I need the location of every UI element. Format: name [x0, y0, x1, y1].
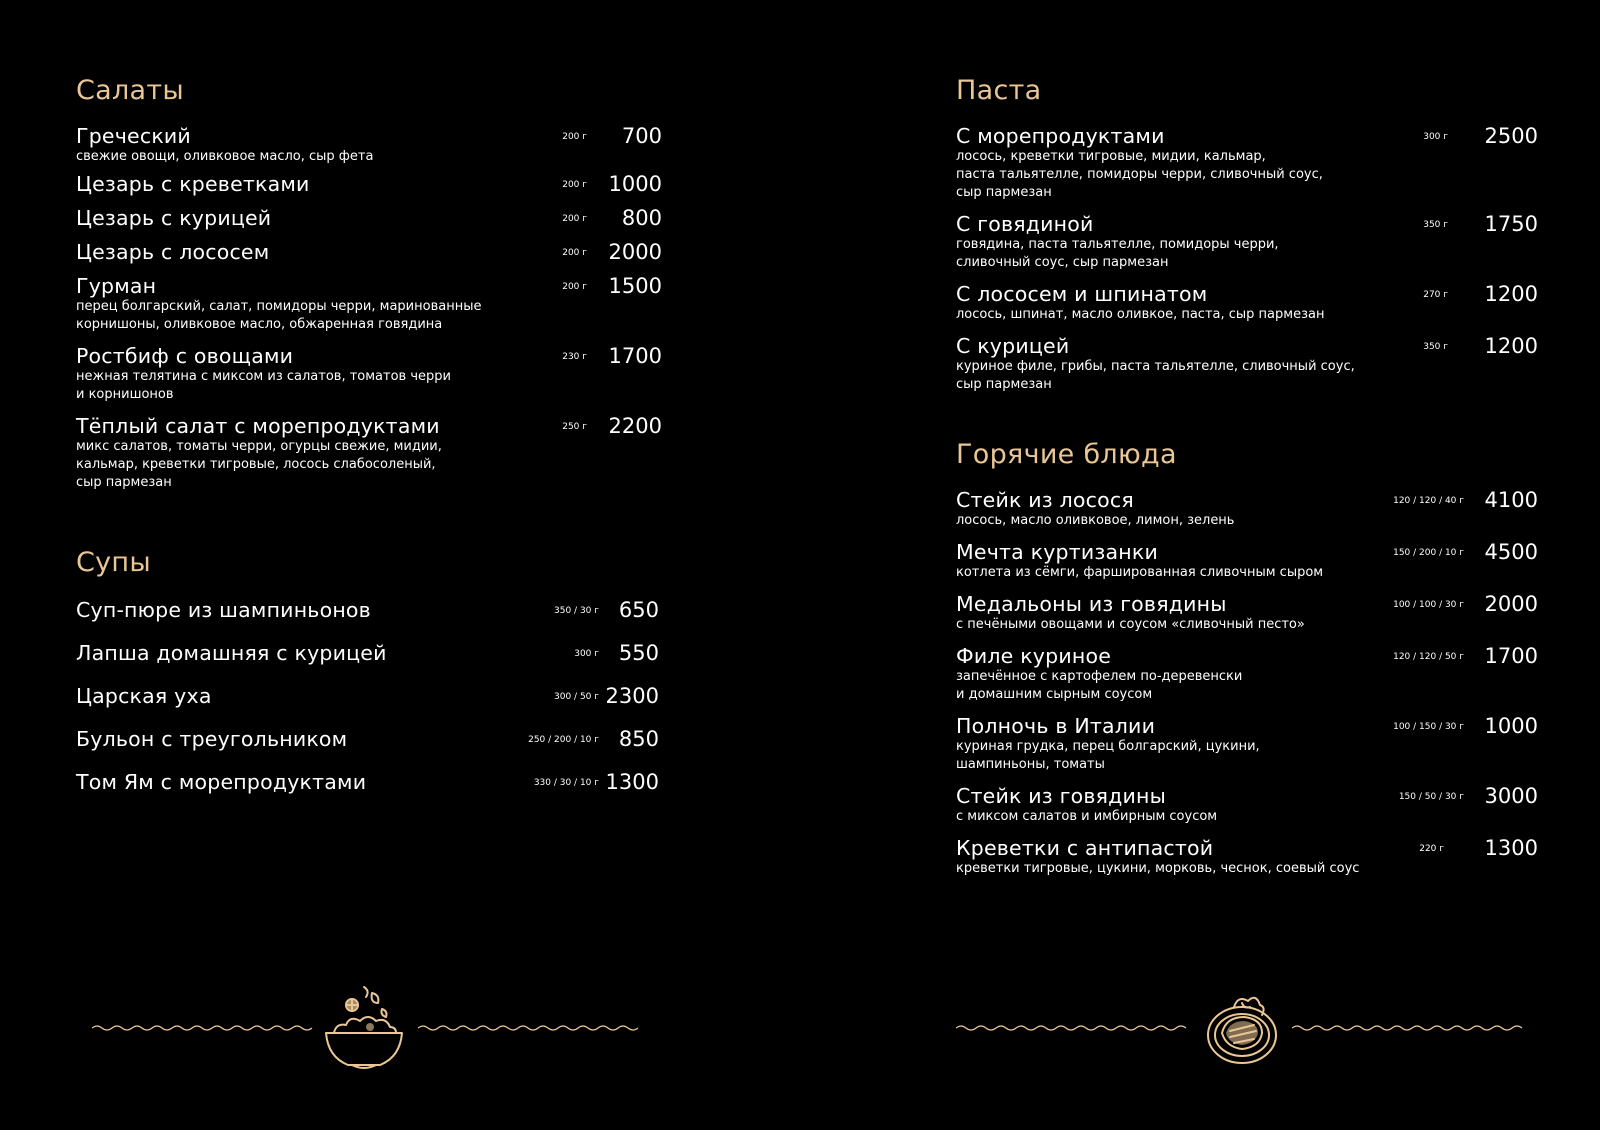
item-price: 1200: [1484, 282, 1538, 306]
wave-divider-icon: [418, 1023, 644, 1033]
item-description: лосось, шпинат, масло оливкое, паста, сыр пармезан: [956, 307, 1325, 322]
menu-item: [956, 212, 1538, 272]
menu-item: [76, 727, 662, 770]
menu-item: [76, 684, 662, 727]
item-name: Медальоны из говядины: [956, 592, 1227, 616]
item-weight: 300 / 50 г: [554, 692, 599, 702]
item-name: Мечта куртизанки: [956, 540, 1158, 564]
menu-item: [956, 124, 1538, 202]
item-price: 1700: [608, 344, 662, 368]
item-weight: 330 / 30 / 10 г: [533, 778, 599, 788]
section-hot-dishes: [956, 440, 1538, 878]
section-title-pasta: Паста: [956, 75, 1042, 106]
item-description: микс салатов, томаты черри, огурцы свежие, мидии, кальмар, креветки тигровые, лосось слабосоленый, сыр пармезан: [76, 439, 442, 490]
item-description: с печёными овощами и соусом «сливочный песто»: [956, 617, 1305, 632]
item-description: креветки тигровые, цукини, морковь, чеснок, соевый соус: [956, 861, 1360, 876]
section-title-salads: Салаты: [76, 75, 185, 106]
section-soups: [76, 548, 662, 813]
item-price: 1000: [1484, 714, 1538, 738]
item-name: Стейк из говядины: [956, 784, 1167, 808]
item-name: Цезарь с креветками: [76, 172, 310, 196]
item-price: 2200: [608, 414, 662, 438]
item-price: 1750: [1484, 212, 1538, 236]
item-description: говядина, паста тальятелле, помидоры черри, сливочный соус, сыр пармезан: [956, 237, 1279, 270]
item-description: свежие овощи, оливковое масло, сыр фета: [76, 149, 374, 164]
item-weight: 120 / 120 / 40 г: [1393, 496, 1464, 506]
item-weight: 200 г: [562, 214, 587, 224]
salad-bowl-icon: [322, 985, 406, 1075]
menu-item: [956, 334, 1538, 394]
footer-ornament-right: [800, 985, 1600, 1075]
item-weight: 200 г: [562, 180, 587, 190]
item-weight: 150 / 50 / 30 г: [1398, 792, 1464, 802]
item-description: лосось, масло оливковое, лимон, зелень: [956, 513, 1235, 528]
menu-item: [956, 714, 1538, 774]
item-name: С морепродуктами: [956, 124, 1165, 148]
menu-item: [76, 598, 662, 641]
menu-item: [956, 540, 1538, 582]
item-weight: 200 г: [562, 132, 587, 142]
item-description: запечённое с картофелем по-деревенски и домашним сырным соусом: [956, 669, 1243, 702]
item-name: Том Ям с морепродуктами: [76, 770, 367, 794]
menu-item: [956, 282, 1538, 324]
item-description: лосось, креветки тигровые, мидии, кальмар, паста тальятелле, помидоры черри, сливочный соус, сыр пармезан: [956, 149, 1323, 200]
item-price: 3000: [1484, 784, 1538, 808]
item-price: 2000: [1484, 592, 1538, 616]
item-name: Греческий: [76, 124, 191, 148]
item-price: 550: [618, 641, 659, 665]
item-name: Стейк из лосося: [956, 488, 1134, 512]
wave-divider-icon: [956, 1023, 1188, 1033]
item-weight: 100 / 150 / 30 г: [1393, 722, 1464, 732]
footer-ornament-left: [0, 985, 800, 1075]
section-title-hot-dishes: Горячие блюда: [956, 439, 1177, 470]
menu-item: [956, 644, 1538, 704]
item-weight: 100 / 100 / 30 г: [1393, 600, 1464, 610]
menu-item: [76, 641, 662, 684]
menu-item: [76, 274, 662, 334]
item-name: Цезарь с курицей: [76, 206, 272, 230]
item-description: с миксом салатов и имбирным соусом: [956, 809, 1218, 824]
item-name: Цезарь с лососем: [76, 240, 270, 264]
item-name: С лососем и шпинатом: [956, 282, 1208, 306]
item-name: Ростбиф с овощами: [76, 344, 294, 368]
item-price: 4100: [1484, 488, 1538, 512]
section-salads: [76, 76, 662, 492]
item-weight: 150 / 200 / 10 г: [1393, 548, 1464, 558]
menu-page-right: [800, 0, 1600, 1130]
item-name: Бульон с треугольником: [76, 727, 348, 751]
item-price: 4500: [1484, 540, 1538, 564]
item-name: С курицей: [956, 334, 1070, 358]
item-price: 1500: [608, 274, 662, 298]
item-weight: 200 г: [562, 248, 587, 258]
menu-item: [76, 172, 662, 196]
item-price: 1200: [1484, 334, 1538, 358]
item-description: перец болгарский, салат, помидоры черри, маринованные корнишоны, оливковое масло, обжаренная говядина: [76, 299, 482, 332]
menu-item: [956, 836, 1538, 878]
menu-item: [76, 770, 662, 813]
item-name: С говядиной: [956, 212, 1094, 236]
menu-item: [76, 240, 662, 264]
item-description: куриная грудка, перец болгарский, цукини, шампиньоны, томаты: [956, 739, 1260, 772]
item-weight: 350 г: [1423, 342, 1448, 352]
menu-item: [76, 206, 662, 230]
item-price: 650: [618, 598, 659, 622]
item-price: 1700: [1484, 644, 1538, 668]
item-price: 2000: [608, 240, 662, 264]
item-description: котлета из сёмги, фаршированная сливочным сыром: [956, 565, 1324, 580]
wave-divider-icon: [92, 1023, 314, 1033]
item-name: Суп-пюре из шампиньонов: [76, 598, 371, 622]
item-name: Филе куриное: [956, 644, 1112, 668]
item-weight: 230 г: [562, 352, 587, 362]
item-name: Тёплый салат с морепродуктами: [76, 414, 440, 438]
menu-item: [76, 124, 662, 166]
item-price: 700: [621, 124, 662, 148]
item-description: куриное филе, грибы, паста тальятелле, сливочный соус, сыр пармезан: [956, 359, 1355, 392]
item-price: 2300: [605, 684, 659, 708]
item-weight: 250 г: [562, 422, 587, 432]
item-price: 1300: [605, 770, 659, 794]
menu-item: [956, 592, 1538, 634]
item-price: 1300: [1484, 836, 1538, 860]
item-weight: 300 г: [574, 649, 599, 659]
menu-item: [76, 344, 662, 404]
item-weight: 200 г: [562, 282, 587, 292]
item-price: 800: [621, 206, 662, 230]
item-price: 2500: [1484, 124, 1538, 148]
item-weight: 350 г: [1423, 220, 1448, 230]
section-pasta: [956, 76, 1538, 394]
item-price: 850: [618, 727, 659, 751]
menu-item: [956, 784, 1538, 826]
item-name: Царская уха: [76, 684, 212, 708]
menu-item: [76, 414, 662, 492]
item-weight: 220 г: [1419, 844, 1444, 854]
item-name: Гурман: [76, 274, 157, 298]
item-weight: 350 / 30 г: [554, 606, 599, 616]
item-weight: 270 г: [1423, 290, 1448, 300]
wave-divider-icon: [1292, 1023, 1530, 1033]
item-weight: 250 / 200 / 10 г: [528, 735, 599, 745]
steak-plate-icon: [1204, 985, 1280, 1069]
item-name: Креветки с антипастой: [956, 836, 1214, 860]
item-description: нежная телятина с миксом из салатов, томатов черри и корнишонов: [76, 369, 451, 402]
item-weight: 120 / 120 / 50 г: [1393, 652, 1464, 662]
section-title-soups: Супы: [76, 547, 152, 578]
item-price: 1000: [608, 172, 662, 196]
item-name: Лапша домашняя с курицей: [76, 641, 387, 665]
item-weight: 300 г: [1423, 132, 1448, 142]
menu-item: [956, 488, 1538, 530]
item-name: Полночь в Италии: [956, 714, 1156, 738]
